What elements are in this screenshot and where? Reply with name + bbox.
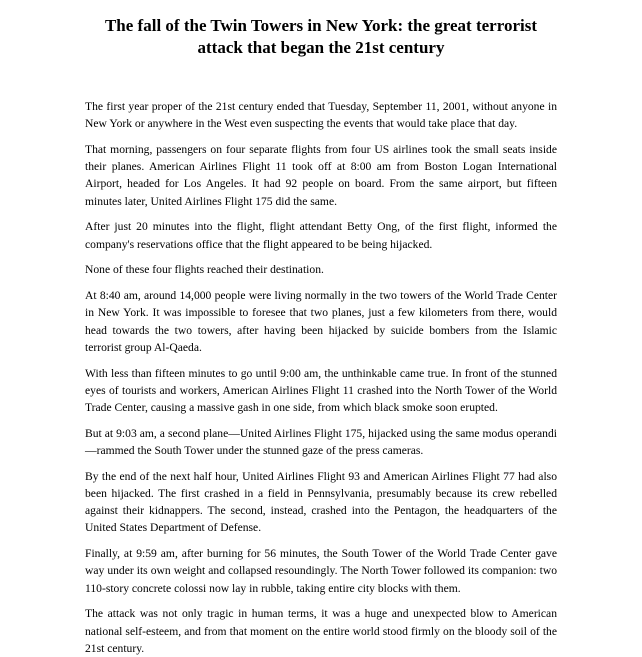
document-title: The fall of the Twin Towers in New York: the great terrorist attack that began the 21st century: [104, 16, 538, 57]
paragraph: At 8:40 am, around 14,000 people were living normally in the two towers of the World Trade Center in New York. It was impossible to foresee that two planes, just a few kilometers from there, would head towards the two towers, after having been hijacked by suicide bombers from the Islamic terrorist group Al-Qaeda.: [85, 289, 557, 354]
paragraph: None of these four flights reached their destination.: [85, 263, 324, 277]
document-body: [85, 98, 557, 657]
paragraph: The first year proper of the 21st century ended that Tuesday, September 11, 2001, without anyone in New York or anywhere in the West even suspecting the events that would take place that day.: [85, 100, 557, 131]
paragraph: But at 9:03 am, a second plane—United Airlines Flight 175, hijacked using the same modus operandi—rammed the South Tower under the stunned gaze of the press cameras.: [85, 426, 557, 458]
paragraph: With less than fifteen minutes to go until 9:00 am, the unthinkable came true. In front of the stunned eyes of tourists and workers, American Airlines Flight 11 crashed into the North Tower of the World Trade Center, causing a massive gash in one side, from which black smoke soon erupted.: [85, 366, 557, 415]
paragraph: Finally, at 9:59 am, after burning for 56 minutes, the South Tower of the World Trade Center gave way under its own weight and collapsed resoundingly. The North Tower followed its companion: two 110-story concrete colossi now lay in rubble, taking entire city blocks with them.: [85, 547, 557, 595]
paragraph: That morning, passengers on four separate flights from four US airlines took the small seats inside their planes. American Airlines Flight 11 took off at 8:00 am from Boston Logan International Airport, headed for Los Angeles. It had 92 people on board. From the same airport, but fifteen minutes later, United Airlines Flight 175 did the same.: [85, 143, 557, 208]
paragraph: After just 20 minutes into the flight, flight attendant Betty Ong, of the first flight, informed the company's reservations office that the flight appeared to be being hijacked.: [85, 220, 557, 251]
paragraph: By the end of the next half hour, United Airlines Flight 93 and American Airlines Flight 77 had also been hijacked. The first crashed in a field in Pennsylvania, presumably because its crew rebelled against their kidnappers. The second, instead, crashed into the Pentagon, the headquarters of the United States Department of Defense.: [85, 469, 557, 535]
paragraph: The attack was not only tragic in human terms, it was a huge and unexpected blow to American national self-esteem, and from that moment on the entire world stood firmly on the bloody soil of the 21st century.: [85, 607, 557, 655]
